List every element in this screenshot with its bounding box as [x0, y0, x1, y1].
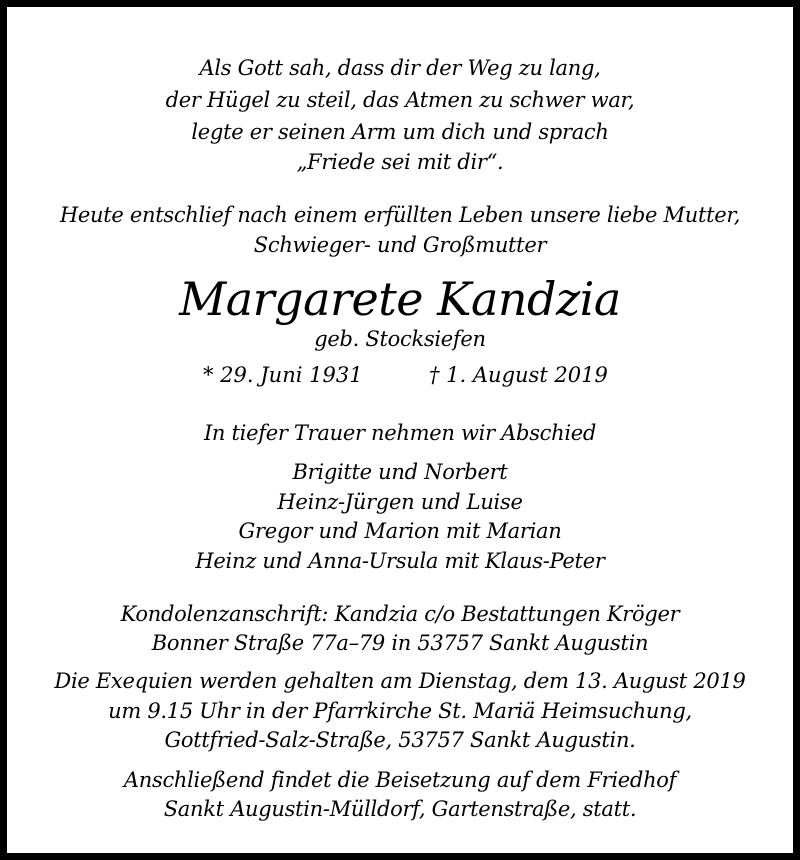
mourning-line: In tiefer Trauer nehmen wir Abschied — [203, 421, 597, 445]
burial-line-1: Anschließend findet die Beisetzung auf dem Friedhof — [123, 768, 677, 792]
intro-line-2: Schwieger- und Großmutter — [253, 233, 547, 257]
poem-line-4: „Friede sei mit dir“. — [296, 150, 504, 174]
poem-line-3: legte er seinen Arm um dich und sprach — [191, 120, 609, 144]
poem-line-1: Als Gott sah, dass dir der Weg zu lang, — [199, 56, 601, 80]
service-line-1: Die Exequien werden gehalten am Dienstag, dem 13. August 2019 — [54, 669, 746, 693]
life-dates — [7, 361, 793, 391]
poem-line-2: der Hügel zu steil, das Atmen zu schwer war, — [165, 88, 635, 112]
condolence-address-line-1: Kondolenzanschrift: Kandzia c/o Bestattungen Kröger — [120, 602, 680, 626]
condolence-address-line-2: Bonner Straße 77a–79 in 53757 Sankt Augustin — [151, 631, 649, 655]
mourner-4: Heinz und Anna-Ursula mit Klaus-Peter — [195, 549, 605, 573]
burial-line-2: Sankt Augustin-Mülldorf, Gartenstraße, statt. — [163, 797, 637, 821]
maiden-name: geb. Stocksiefen — [314, 327, 486, 351]
mourner-3: Gregor und Marion mit Marian — [238, 519, 562, 543]
death-date: † 1. August 2019 — [429, 363, 608, 387]
deceased-name: Margarete Kandzia — [179, 272, 621, 326]
service-line-2: um 9.15 Uhr in der Pfarrkirche St. Mariä Heimsuchung, — [108, 699, 692, 723]
mourner-2: Heinz-Jürgen und Luise — [277, 490, 523, 514]
mourner-1: Brigitte und Norbert — [292, 460, 508, 484]
intro-line-1: Heute entschlief nach einem erfüllten Leben unsere liebe Mutter, — [59, 203, 741, 227]
birth-date: * 29. Juni 1931 — [203, 363, 363, 387]
service-line-3: Gottfried-Salz-Straße, 53757 Sankt Augustin. — [164, 728, 636, 752]
